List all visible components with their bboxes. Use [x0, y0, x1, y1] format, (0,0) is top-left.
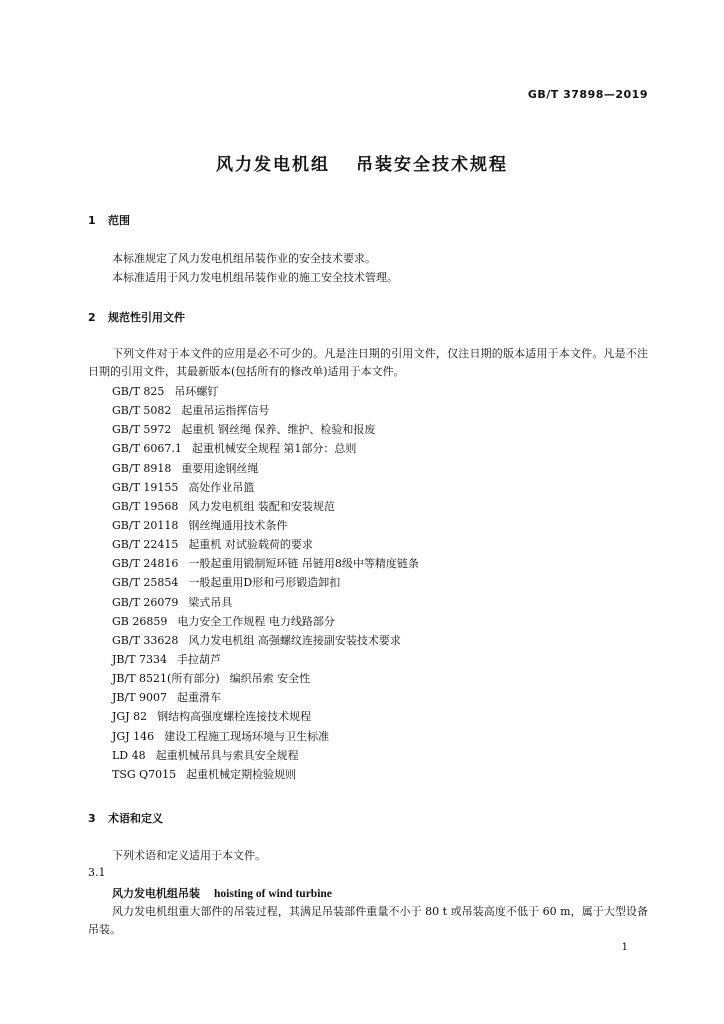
- reference-item: GB/T 20118 钢丝绳通用技术条件: [112, 518, 288, 532]
- reference-item: GB/T 26079 梁式吊具: [112, 595, 233, 609]
- reference-item: GB/T 6067.1 起重机械安全规程 第1部分：总则: [112, 442, 357, 456]
- document-title: [0, 150, 724, 175]
- section-3-heading: [88, 810, 163, 826]
- reference-item: GB/T 19155 高处作业吊篮: [112, 480, 255, 494]
- term-number: 3.1: [88, 866, 106, 879]
- reference-item: GB/T 19568 风力发电机组 装配和安装规范: [112, 499, 335, 513]
- term-english: hoisting of wind turbine: [214, 888, 332, 900]
- section-2-heading: [88, 309, 185, 325]
- terms-intro: 下列术语和定义适用于本文件。: [112, 849, 266, 862]
- reference-item: GB/T 825 吊环螺钉: [112, 385, 219, 398]
- reference-item: JB/T 7334 手拉葫芦: [112, 652, 222, 666]
- title-part-1: 风力发电机组: [216, 155, 330, 175]
- section-title: 范围: [108, 214, 130, 227]
- term-title: [112, 885, 332, 901]
- reference-item: GB/T 33628 风力发电机组 高强螺纹连接副安装技术要求: [112, 633, 401, 647]
- section-number: 1: [88, 214, 96, 227]
- term-chinese: 风力发电机组吊装: [112, 887, 200, 900]
- reference-item: GB/T 25854 一般起重用D形和弓形锻造卸扣: [112, 576, 341, 590]
- reference-item: GB/T 5082 起重吊运指挥信号: [112, 404, 270, 418]
- section-title: 术语和定义: [108, 812, 163, 825]
- reference-item: JGJ 146 建设工程施工现场环境与卫生标准: [112, 729, 330, 743]
- reference-item: GB 26859 电力安全工作规程 电力线路部分: [112, 614, 335, 628]
- scope-line-2: 本标准适用于风力发电机组吊装作业的施工安全技术管理。: [112, 271, 398, 284]
- reference-item: GB/T 24816 一般起重用锻制短环链 吊链用8级中等精度链条: [112, 557, 419, 571]
- reference-item: JB/T 9007 起重滑车: [112, 691, 222, 705]
- page-number: 1: [621, 942, 628, 953]
- reference-item: JGJ 82 钢结构高强度螺栓连接技术规程: [112, 710, 312, 724]
- reference-item: LD 48 起重机械吊具与索具安全规程: [112, 748, 299, 762]
- section-number: 2: [88, 311, 96, 324]
- standard-code: GB/T 37898—2019: [527, 88, 648, 101]
- reference-item: GB/T 8918 重要用途钢丝绳: [112, 461, 259, 475]
- scope-line-1: 本标准规定了风力发电机组吊装作业的安全技术要求。: [112, 252, 376, 265]
- title-part-2: 吊装安全技术规程: [356, 155, 508, 175]
- reference-list: [112, 382, 419, 784]
- term-definition: 风力发电机组重大部件的吊装过程，其满足吊装部件重量不小于 80 t 或吊装高度不低于 60 m，属于大型设备吊装。: [88, 905, 648, 936]
- section-number: 3: [88, 812, 96, 825]
- section-title: 规范性引用文件: [108, 311, 185, 324]
- reference-item: JB/T 8521(所有部分) 编织吊索 安全性: [112, 672, 311, 686]
- section-1-heading: [88, 212, 130, 228]
- normative-intro: 下列文件对于本文件的应用是必不可少的。凡是注日期的引用文件，仅注日期的版本适用于本文件。凡是不注日期的引用文件，其最新版本(包括所有的修改单)适用于本文件。: [88, 347, 648, 378]
- reference-item: GB/T 5972 起重机 钢丝绳 保养、维护、检验和报废: [112, 423, 376, 437]
- reference-item: GB/T 22415 起重机 对试验载荷的要求: [112, 538, 313, 552]
- reference-item: TSG Q7015 起重机械定期检验规则: [112, 767, 297, 781]
